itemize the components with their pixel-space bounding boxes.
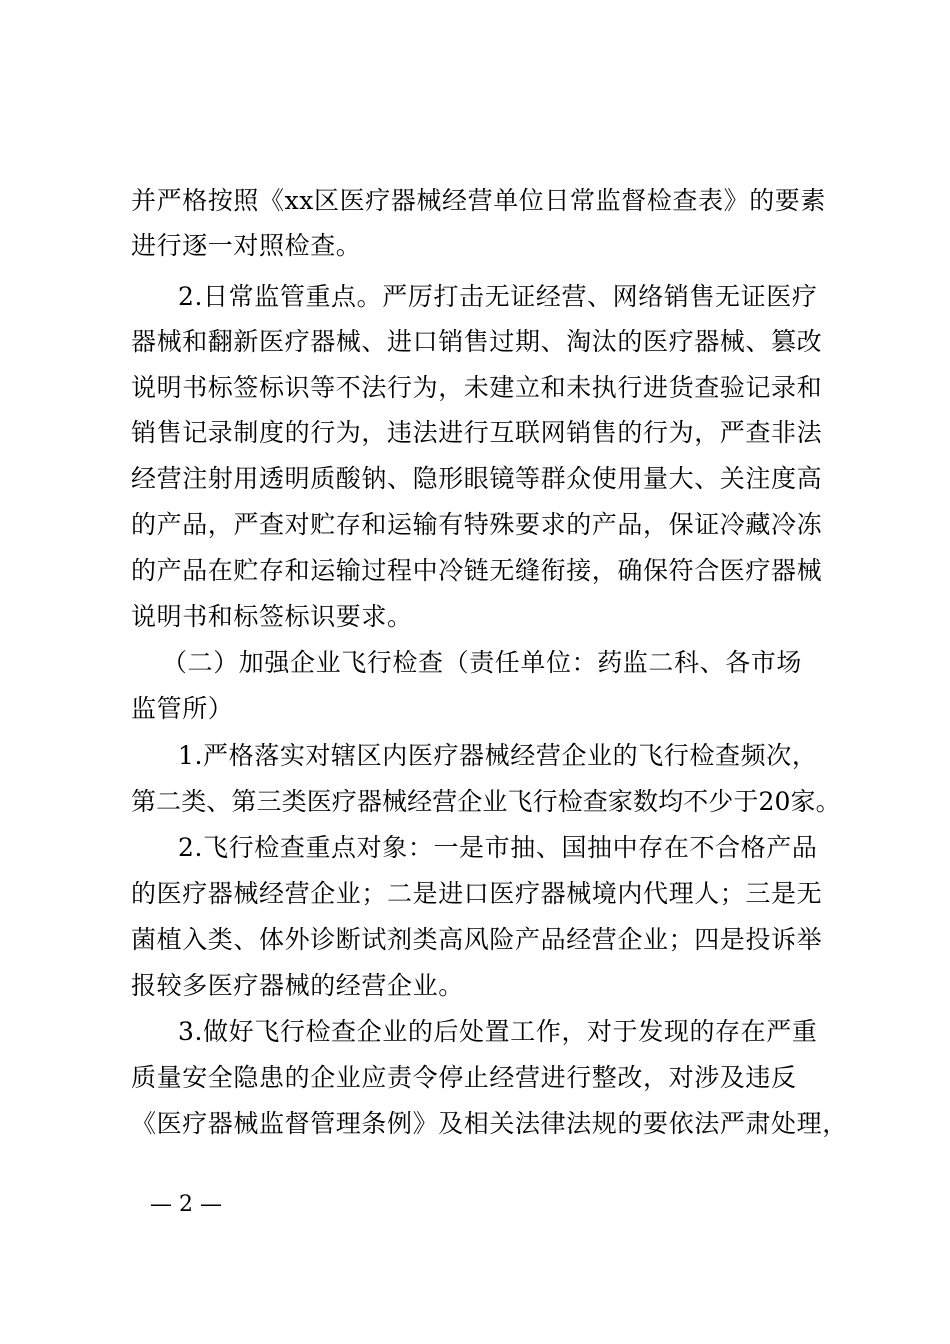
section-heading-line-2: 监管所） — [131, 694, 234, 723]
text-line-16: 的医疗器械经营企业；二是进口医疗器械境内代理人；三是无 — [131, 879, 823, 908]
text-line-20: 质量安全隐患的企业应责令停止经营进行整改，对涉及违反 — [131, 1063, 797, 1092]
section-heading-line-1: （二）加强企业飞行检查（责任单位：药监二科、各市场 — [162, 648, 803, 677]
text-line-15: 2.飞行检查重点对象：一是市抽、国抽中存在不合格产品 — [178, 833, 818, 862]
text-line-13: 1.严格落实对辖区内医疗器械经营企业的飞行检查频次， — [178, 741, 818, 770]
text-line-17: 菌植入类、体外诊断试剂类高风险产品经营企业；四是投诉举 — [131, 925, 823, 954]
text-line-2: 进行逐一对照检查。 — [131, 231, 362, 260]
text-line-8: 的产品，严查对贮存和运输有特殊要求的产品，保证冷藏冷冻 — [131, 510, 823, 539]
text-line-21: 《医疗器械监督管理条例》及相关法律法规的要依法严肃处理， — [131, 1109, 848, 1138]
text-line-9: 的产品在贮存和运输过程中冷链无缝衔接，确保符合医疗器械 — [131, 556, 823, 585]
text-line-3: 2.日常监管重点。严厉打击无证经营、网络销售无证医疗 — [178, 282, 818, 311]
text-line-18: 报较多医疗器械的经营企业。 — [131, 971, 464, 1000]
text-line-19: 3.做好飞行检查企业的后处置工作，对于发现的存在严重 — [178, 1017, 818, 1046]
text-line-1: 并严格按照《xx区医疗器械经营单位日常监督检查表》的要素 — [131, 186, 827, 215]
text-line-7: 经营注射用透明质酸钠、隐形眼镜等群众使用量大、关注度高 — [131, 464, 823, 493]
text-line-4: 器械和翻新医疗器械、进口销售过期、淘汰的医疗器械、篡改 — [131, 327, 823, 356]
text-line-6: 销售记录制度的行为，违法进行互联网销售的行为，严查非法 — [131, 418, 823, 447]
text-line-10: 说明书和标签标识要求。 — [131, 602, 413, 631]
page-number: — 2 — — [150, 1192, 222, 1217]
text-line-5: 说明书标签标识等不法行为，未建立和未执行进货查验记录和 — [131, 373, 823, 402]
text-line-14: 第二类、第三类医疗器械经营企业飞行检查家数均不少于20家。 — [131, 787, 841, 816]
